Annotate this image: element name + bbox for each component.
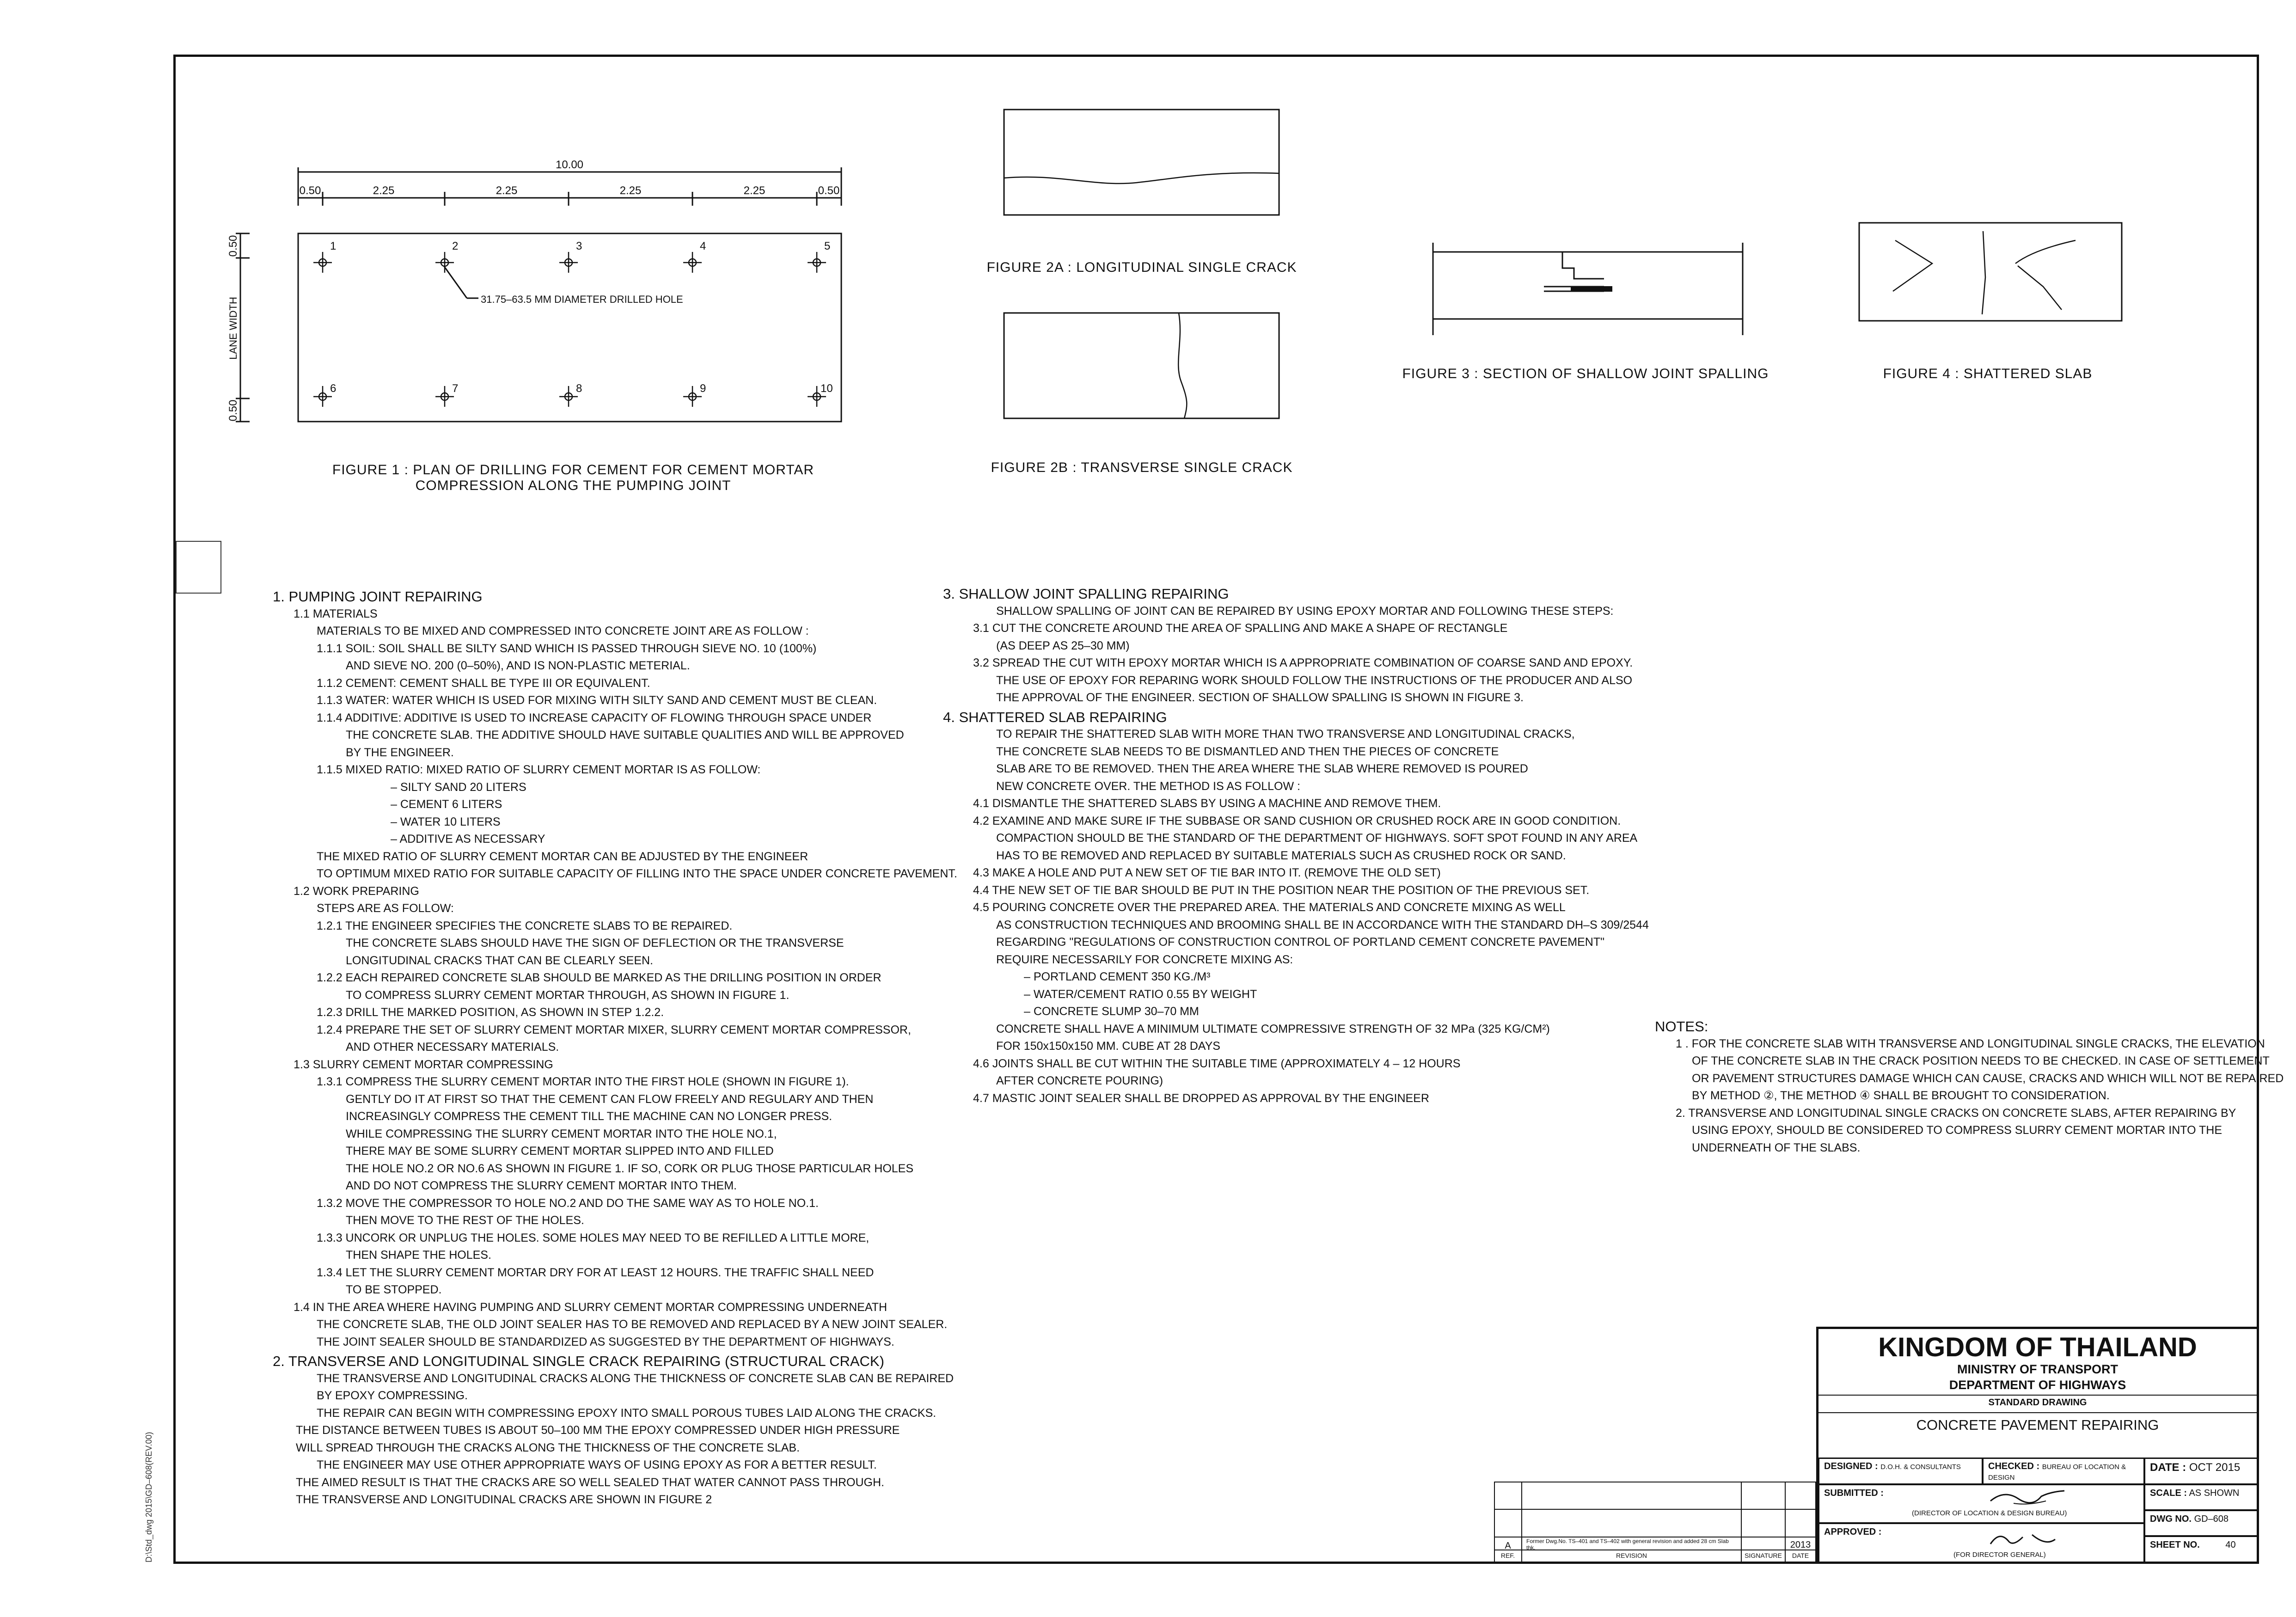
text-line: – WATER/CEMENT RATIO 0.55 BY WEIGHT	[1024, 987, 1257, 1001]
date-label: DATE :	[2150, 1461, 2186, 1474]
text-line: 1.2 WORK PREPARING	[294, 884, 419, 898]
text-line: WILL SPREAD THROUGH THE CRACKS ALONG THE THICKNESS OF THE CONCRETE SLAB.	[296, 1441, 800, 1454]
text-line: – CEMENT 6 LITERS	[391, 798, 502, 811]
text-line: 1.1.4 ADDITIVE: ADDITIVE IS USED TO INCREASE CAPACITY OF FLOWING THROUGH SPACE UNDER	[317, 711, 872, 724]
text-line: TO COMPRESS SLURRY CEMENT MORTAR THROUGH, AS SHOWN IN FIGURE 1.	[346, 988, 790, 1002]
section-4-title: 4. SHATTERED SLAB REPAIRING	[943, 709, 1167, 725]
dim-0: 0.50	[299, 184, 321, 197]
drill-hole	[435, 386, 454, 407]
dim-2: 2.25	[496, 184, 518, 197]
text-line: STEPS ARE AS FOLLOW:	[317, 902, 454, 915]
drawing-title: CONCRETE PAVEMENT REPAIRING	[1916, 1417, 2159, 1433]
submitted-value: (DIRECTOR OF LOCATION & DESIGN BUREAU)	[1912, 1509, 2067, 1517]
signature-checked	[1986, 1487, 2069, 1510]
dim-4: 2.25	[743, 184, 765, 197]
text-line: 1.3.2 MOVE THE COMPRESSOR TO HOLE NO.2 AND DO THE SAME WAY AS TO HOLE NO.1.	[317, 1196, 819, 1210]
text-line: THE JOINT SEALER SHOULD BE STANDARDIZED AS SUGGESTED BY THE DEPARTMENT OF HIGHWAYS.	[317, 1335, 894, 1348]
signature-approved	[1986, 1528, 2060, 1551]
hole-number: 6	[330, 382, 337, 395]
revision-header-ref: REF.	[1500, 1552, 1515, 1559]
text-line: LONGITUDINAL CRACKS THAT CAN BE CLEARLY SEEN.	[346, 954, 653, 967]
dwg-value: GD–608	[2194, 1514, 2229, 1524]
figure-1-caption-line1: FIGURE 1 : PLAN OF DRILLING FOR CEMENT FOR CEMENT MORTAR	[332, 462, 814, 478]
text-line: 4.6 JOINTS SHALL BE CUT WITHIN THE SUITABLE TIME (APPROXIMATELY 4 – 12 HOURS	[973, 1057, 1461, 1070]
text-line: TO OPTIMUM MIXED RATIO FOR SUITABLE CAPACITY OF FILLING INTO THE SPACE UNDER CONCRETE PAVEMENT.	[317, 867, 957, 880]
text-line: THE APPROVAL OF THE ENGINEER. SECTION OF SHALLOW SPALLING IS SHOWN IN FIGURE 3.	[996, 691, 1524, 704]
hole-number: 2	[452, 240, 459, 252]
text-line: 1.3.3 UNCORK OR UNPLUG THE HOLES. SOME HOLES MAY NEED TO BE REFILLED A LITTLE MORE,	[317, 1231, 869, 1244]
text-line: THE USE OF EPOXY FOR REPARING WORK SHOULD FOLLOW THE INSTRUCTIONS OF THE PRODUCER AND ALSO	[996, 674, 1633, 687]
text-line: REQUIRE NECESSARILY FOR CONCRETE MIXING AS:	[996, 953, 1293, 966]
text-line: THE TRANSVERSE AND LONGITUDINAL CRACKS ALONG THE THICKNESS OF CONCRETE SLAB CAN BE REPAIRED	[317, 1372, 954, 1385]
text-line: THERE MAY BE SOME SLURRY CEMENT MORTAR SLIPPED INTO AND FILLED	[346, 1145, 774, 1158]
department: DEPARTMENT OF HIGHWAYS	[1949, 1378, 2126, 1392]
approved-label: APPROVED :	[1824, 1527, 1882, 1537]
section-1-title: 1. PUMPING JOINT REPAIRING	[273, 588, 483, 605]
text-line: GENTLY DO IT AT FIRST SO THAT THE CEMENT CAN FLOW FREELY AND REGULARY AND THEN	[346, 1092, 874, 1106]
approved-cell	[1818, 1523, 2144, 1564]
note-line: OF THE CONCRETE SLAB IN THE CRACK POSITION NEEDS TO BE CHECKED. IN CASE OF SETTLEMENT	[1692, 1054, 2270, 1067]
revision-table	[1494, 1482, 1816, 1564]
text-line: 1.4 IN THE AREA WHERE HAVING PUMPING AND SLURRY CEMENT MORTAR COMPRESSING UNDERNEATH	[294, 1300, 888, 1314]
text-line: 1.2.1 THE ENGINEER SPECIFIES THE CONCRETE SLABS TO BE REPAIRED.	[317, 919, 733, 932]
dim-1: 2.25	[373, 184, 395, 197]
revision-header-revision: REVISION	[1616, 1552, 1647, 1559]
text-line: 1.1 MATERIALS	[294, 607, 378, 620]
text-line: AFTER CONCRETE POURING)	[996, 1074, 1163, 1087]
text-line: THE AIMED RESULT IS THAT THE CRACKS ARE SO WELL SEALED THAT WATER CANNOT PASS THROUGH.	[296, 1476, 884, 1489]
text-line: 4.1 DISMANTLE THE SHATTERED SLABS BY USING A MACHINE AND REMOVE THEM.	[973, 797, 1441, 810]
text-line: AND DO NOT COMPRESS THE SLURRY CEMENT MORTAR INTO THEM.	[346, 1179, 737, 1192]
text-line: 1.1.2 CEMENT: CEMENT SHALL BE TYPE III OR EQUIVALENT.	[317, 676, 650, 690]
text-line: THE CONCRETE SLABS SHOULD HAVE THE SIGN OF DEFLECTION OR THE TRANSVERSE	[346, 937, 844, 949]
text-line: AND OTHER NECESSARY MATERIALS.	[346, 1041, 559, 1054]
text-line: TO BE STOPPED.	[346, 1283, 442, 1296]
hole-number: 4	[700, 240, 706, 252]
text-line: 4.3 MAKE A HOLE AND PUT A NEW SET OF TIE BAR INTO IT. (REMOVE THE OLD SET)	[973, 866, 1441, 879]
checked-value: BUREAU OF LOCATION & DESIGN	[1988, 1463, 2126, 1482]
note-line: BY METHOD ②, THE METHOD ④ SHALL BE BROUGHT TO CONSIDERATION.	[1692, 1089, 2110, 1102]
text-line: THE CONCRETE SLAB NEEDS TO BE DISMANTLED AND THEN THE PIECES OF CONCRETE	[996, 745, 1499, 758]
text-line: 1.3.1 COMPRESS THE SLURRY CEMENT MORTAR INTO THE FIRST HOLE (SHOWN IN FIGURE 1).	[317, 1075, 849, 1088]
checked-label: CHECKED :	[1988, 1461, 2040, 1471]
hole-number: 5	[824, 240, 831, 252]
hole-number: 1	[330, 240, 337, 252]
text-line: 1.2.3 DRILL THE MARKED POSITION, AS SHOWN IN STEP 1.2.2.	[317, 1006, 664, 1019]
figure-2b-drawing	[1003, 312, 1280, 423]
submitted-label: SUBMITTED :	[1824, 1488, 1884, 1498]
figure-3-caption: FIGURE 3 : SECTION OF SHALLOW JOINT SPALLING	[1402, 366, 1769, 381]
text-line: – SILTY SAND 20 LITERS	[391, 780, 527, 794]
note-line: UNDERNEATH OF THE SLABS.	[1692, 1141, 1861, 1154]
revision-ref: A	[1505, 1541, 1511, 1551]
text-line: THE HOLE NO.2 OR NO.6 AS SHOWN IN FIGURE 1. IF SO, CORK OR PLUG THOSE PARTICULAR HOLES	[346, 1162, 914, 1175]
text-line: HAS TO BE REMOVED AND REPLACED BY SUITABLE MATERIALS SUCH AS CRUSHED ROCK OR SAND.	[996, 849, 1566, 862]
dim-5: 0.50	[818, 184, 840, 197]
hole-number: 3	[576, 240, 582, 252]
section-3-4	[943, 583, 1649, 1107]
text-line: BY THE ENGINEER.	[346, 746, 454, 759]
figure-2a-caption: FIGURE 2A : LONGITUDINAL SINGLE CRACK	[986, 260, 1297, 275]
dim-total: 10.00	[555, 159, 584, 171]
sheet-value: 40	[2225, 1540, 2236, 1550]
text-line: 1.3.4 LET THE SLURRY CEMENT MORTAR DRY FOR AT LEAST 12 HOURS. THE TRAFFIC SHALL NEED	[317, 1266, 874, 1279]
text-line: 4.2 EXAMINE AND MAKE SURE IF THE SUBBASE OR SAND CUSHION OR CRUSHED ROCK ARE IN GOOD CONDITION.	[973, 814, 1621, 827]
designed-cell	[1818, 1458, 1983, 1484]
text-line: THE REPAIR CAN BEGIN WITH COMPRESSING EPOXY INTO SMALL POROUS TUBES LAID ALONG THE CRACKS.	[317, 1406, 937, 1420]
text-line: – ADDITIVE AS NECESSARY	[391, 833, 545, 845]
scale-label: SCALE :	[2150, 1488, 2187, 1498]
hole-number: 10	[820, 382, 833, 395]
text-line: 1.3 SLURRY CEMENT MORTAR COMPRESSING	[294, 1058, 553, 1071]
text-line: 1.1.1 SOIL: SOIL SHALL BE SILTY SAND WHICH IS PASSED THROUGH SIEVE NO. 10 (100%)	[317, 642, 817, 655]
text-line: THE ENGINEER MAY USE OTHER APPROPRIATE WAYS OF USING EPOXY AS FOR A BETTER RESULT.	[317, 1458, 877, 1471]
section-1	[273, 586, 957, 1509]
text-line: (AS DEEP AS 25–30 MM)	[996, 639, 1130, 652]
dwg-label: DWG NO.	[2150, 1514, 2192, 1524]
side-dim-top: 0.50	[227, 235, 239, 257]
figure-4-drawing	[1858, 222, 2126, 324]
text-line: WHILE COMPRESSING THE SLURRY CEMENT MORTAR INTO THE HOLE NO.1,	[346, 1127, 777, 1140]
drill-hole	[559, 252, 578, 273]
figure-3-drawing	[1424, 229, 1747, 344]
text-line: COMPACTION SHOULD BE THE STANDARD OF THE DEPARTMENT OF HIGHWAYS. SOFT SPOT FOUND IN ANY AREA	[996, 832, 1638, 845]
text-line: MATERIALS TO BE MIXED AND COMPRESSED INTO CONCRETE JOINT ARE AS FOLLOW :	[317, 625, 809, 637]
text-line: 1.1.5 MIXED RATIO: MIXED RATIO OF SLURRY CEMENT MORTAR IS AS FOLLOW:	[317, 763, 761, 776]
text-line: – CONCRETE SLUMP 30–70 MM	[1024, 1005, 1199, 1018]
text-line: INCREASINGLY COMPRESS THE CEMENT TILL THE MACHINE CAN NO LONGER PRESS.	[346, 1110, 833, 1123]
date-cell	[2144, 1458, 2259, 1484]
notes-title: NOTES:	[1655, 1018, 1708, 1035]
text-line: SLAB ARE TO BE REMOVED. THEN THE AREA WHERE THE SLAB WHERE REMOVED IS POURED	[996, 762, 1528, 775]
note-line: 1 . FOR THE CONCRETE SLAB WITH TRANSVERSE AND LONGITUDINAL SINGLE CRACKS, THE ELEVATION	[1676, 1037, 2265, 1050]
designed-label: DESIGNED :	[1824, 1461, 1878, 1471]
figure-4-caption: FIGURE 4 : SHATTERED SLAB	[1883, 366, 2093, 381]
section-2-title: 2. TRANSVERSE AND LONGITUDINAL SINGLE CRACK REPAIRING (STRUCTURAL CRACK)	[273, 1353, 884, 1369]
title-block	[1816, 1327, 2259, 1564]
revision-header-signature: SIGNATURE	[1745, 1552, 1782, 1559]
margin-stamp	[176, 541, 221, 594]
text-line: TO REPAIR THE SHATTERED SLAB WITH MORE THAN TWO TRANSVERSE AND LONGITUDINAL CRACKS,	[996, 728, 1575, 741]
text-line: AND SIEVE NO. 200 (0–50%), AND IS NON-PLASTIC METERIAL.	[346, 659, 690, 672]
ministry: MINISTRY OF TRANSPORT	[1957, 1362, 2118, 1376]
approved-value: (FOR DIRECTOR GENERAL)	[1953, 1551, 2046, 1559]
text-line: 3.2 SPREAD THE CUT WITH EPOXY MORTAR WHICH IS A APPROPRIATE COMBINATION OF COARSE SAND AND EPOXY.	[973, 656, 1633, 669]
text-line: – PORTLAND CEMENT 350 KG./M³	[1024, 970, 1211, 983]
section-3-title: 3. SHALLOW JOINT SPALLING REPAIRING	[943, 586, 1229, 602]
scale-value: AS SHOWN	[2189, 1488, 2240, 1498]
text-line: 1.2.2 EACH REPAIRED CONCRETE SLAB SHOULD BE MARKED AS THE DRILLING POSITION IN ORDER	[317, 971, 882, 984]
hole-label: 31.75–63.5 MM DIAMETER DRILLED HOLE	[481, 294, 683, 305]
text-line: NEW CONCRETE OVER. THE METHOD IS AS FOLLOW :	[996, 779, 1300, 793]
drill-hole	[313, 386, 332, 407]
text-line: 3.1 CUT THE CONCRETE AROUND THE AREA OF SPALLING AND MAKE A SHAPE OF RECTANGLE	[973, 622, 1508, 635]
drill-hole	[313, 252, 332, 273]
text-line: – WATER 10 LITERS	[391, 815, 501, 828]
revision-header-date: DATE	[1792, 1552, 1809, 1559]
figure-2b-caption: FIGURE 2B : TRANSVERSE SINGLE CRACK	[991, 460, 1293, 475]
text-line: THEN SHAPE THE HOLES.	[346, 1249, 491, 1262]
sheet-label: SHEET NO.	[2150, 1540, 2200, 1550]
dwg-cell	[2144, 1510, 2259, 1536]
note-line: USING EPOXY, SHOULD BE CONSIDERED TO COMPRESS SLURRY CEMENT MORTAR INTO THE	[1692, 1124, 2223, 1137]
text-line: THE MIXED RATIO OF SLURRY CEMENT MORTAR CAN BE ADJUSTED BY THE ENGINEER	[317, 850, 808, 863]
figure-1-caption-line2: COMPRESSION ALONG THE PUMPING JOINT	[415, 478, 731, 493]
file-path: D:\Std_dwg 2015\GD–608(REV.00)	[144, 1432, 153, 1562]
text-line: 4.5 POURING CONCRETE OVER THE PREPARED AREA. THE MATERIALS AND CONCRETE MIXING AS WELL	[973, 901, 1566, 914]
drill-hole	[435, 252, 454, 273]
text-line: FOR 150x150x150 MM. CUBE AT 28 DAYS	[996, 1040, 1220, 1053]
checked-cell	[1983, 1458, 2144, 1484]
text-line: REGARDING "REGULATIONS OF CONSTRUCTION CONTROL OF PORTLAND CEMENT CONCRETE PAVEMENT"	[996, 936, 1605, 949]
text-line: THE DISTANCE BETWEEN TUBES IS ABOUT 50–100 MM THE EPOXY COMPRESSED UNDER HIGH PRESSURE	[296, 1424, 900, 1437]
text-line: THE CONCRETE SLAB, THE OLD JOINT SEALER HAS TO BE REMOVED AND REPLACED BY A NEW JOINT SEALER.	[317, 1318, 948, 1331]
drill-hole	[559, 386, 578, 407]
scale-cell	[2144, 1484, 2259, 1510]
hole-number: 7	[452, 382, 459, 395]
submitted-cell	[1818, 1484, 2144, 1523]
designed-value: D.O.H. & CONSULTANTS	[1880, 1463, 1961, 1471]
drill-hole	[683, 386, 702, 407]
side-dim-bottom: 0.50	[227, 399, 239, 422]
notes	[1655, 1016, 2284, 1157]
revision-text: Former Dwg.No. TS–401 and TS–402 with general revision and added 28 cm Slab thk.	[1526, 1538, 1729, 1551]
figure-2a-drawing	[1003, 109, 1280, 220]
hole-number: 8	[576, 382, 582, 395]
sheet-cell	[2144, 1536, 2259, 1564]
drawing-type: STANDARD DRAWING	[1988, 1397, 2087, 1408]
date-value: OCT 2015	[2189, 1461, 2241, 1474]
text-line: THEN MOVE TO THE REST OF THE HOLES.	[346, 1214, 584, 1227]
note-line: OR PAVEMENT STRUCTURES DAMAGE WHICH CAN CAUSE, CRACKS AND WHICH WILL NOT BE REPAIRED	[1692, 1072, 2284, 1085]
lane-width-label: LANE WIDTH	[227, 297, 239, 360]
text-line: SHALLOW SPALLING OF JOINT CAN BE REPAIRED BY USING EPOXY MORTAR AND FOLLOWING THESE STEPS:	[996, 604, 1614, 618]
text-line: BY EPOXY COMPRESSING.	[317, 1389, 468, 1402]
hole-number: 9	[700, 382, 706, 395]
revision-date: 2013	[1790, 1540, 1811, 1550]
text-line: 4.7 MASTIC JOINT SEALER SHALL BE DROPPED AS APPROVAL BY THE ENGINEER	[973, 1091, 1429, 1105]
country-title: KINGDOM OF THAILAND	[1878, 1332, 2197, 1362]
note-line: 2. TRANSVERSE AND LONGITUDINAL SINGLE CRACKS ON CONCRETE SLABS, AFTER REPAIRING BY	[1676, 1106, 2236, 1120]
text-line: CONCRETE SHALL HAVE A MINIMUM ULTIMATE COMPRESSIVE STRENGTH OF 32 MPa (325 KG/CM²)	[996, 1022, 1550, 1035]
text-line: 4.4 THE NEW SET OF TIE BAR SHOULD BE PUT IN THE POSITION NEAR THE POSITION OF THE PREVIOUS SET.	[973, 883, 1590, 897]
drill-hole	[808, 252, 826, 273]
text-line: 1.1.3 WATER: WATER WHICH IS USED FOR MIXING WITH SILTY SAND AND CEMENT MUST BE CLEAN.	[317, 694, 877, 707]
dim-3: 2.25	[619, 184, 642, 197]
text-line: 1.2.4 PREPARE THE SET OF SLURRY CEMENT MORTAR MIXER, SLURRY CEMENT MORTAR COMPRESSOR,	[317, 1023, 911, 1036]
text-line: THE CONCRETE SLAB. THE ADDITIVE SHOULD HAVE SUITABLE QUALITIES AND WILL BE APPROVED	[346, 729, 904, 741]
drill-hole	[683, 252, 702, 273]
text-line: THE TRANSVERSE AND LONGITUDINAL CRACKS ARE SHOWN IN FIGURE 2	[296, 1493, 712, 1506]
figure-1-caption	[296, 462, 851, 494]
text-line: AS CONSTRUCTION TECHNIQUES AND BROOMING SHALL BE IN ACCORDANCE WITH THE STANDARD DH–S 309/2544	[996, 918, 1649, 931]
figure-1-drawing	[227, 157, 874, 435]
